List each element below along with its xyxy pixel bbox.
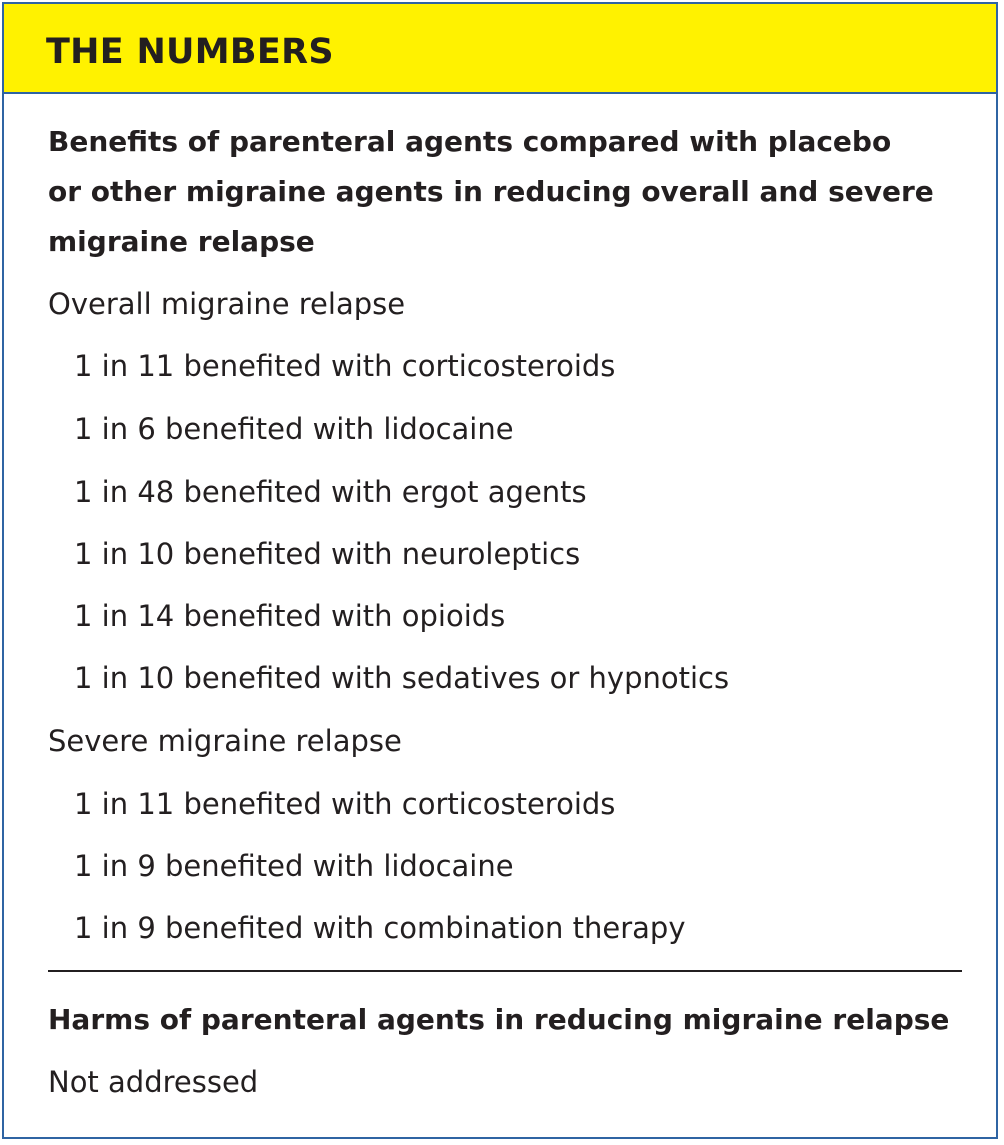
severe-relapse-label: Severe migraine relapse [48,724,402,758]
list-item: 1 in 9 benefited with lidocaine [74,849,514,883]
list-item: 1 in 10 benefited with neuroleptics [74,537,581,571]
list-item: 1 in 9 benefited with combination therapy [74,911,686,945]
benefits-heading-line-1: Benefits of parenteral agents compared with placebo [48,125,892,158]
harms-text: Not addressed [48,1065,259,1099]
list-item: 1 in 11 benefited with corticosteroids [74,349,616,383]
header-banner [4,4,996,94]
list-item: 1 in 14 benefited with opioids [74,599,506,633]
list-item: 1 in 48 benefited with ergot agents [74,475,587,509]
numbers-box [2,2,998,1139]
section-divider [48,970,962,972]
overall-relapse-label: Overall migraine relapse [48,287,406,321]
list-item: 1 in 10 benefited with sedatives or hypnotics [74,661,730,695]
list-item: 1 in 11 benefited with corticosteroids [74,787,616,821]
header-title: THE NUMBERS [46,32,334,72]
list-item: 1 in 6 benefited with lidocaine [74,412,514,446]
harms-heading: Harms of parenteral agents in reducing migraine relapse [48,1003,950,1036]
benefits-heading-line-3: migraine relapse [48,225,315,258]
benefits-heading-line-2: or other migraine agents in reducing overall and severe [48,175,934,208]
